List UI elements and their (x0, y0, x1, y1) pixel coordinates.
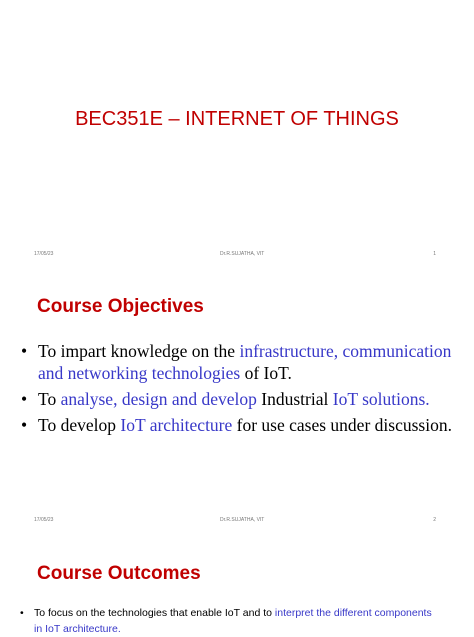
course-outcomes-heading: Course Outcomes (37, 563, 201, 584)
footer-page-number: 2 (433, 517, 436, 523)
list-item: • To develop IoT architecture for use cases under discussion. (21, 415, 452, 435)
list-item: • To impart knowledge on the infrastructure, communication and networking technologies of IoT. (21, 341, 452, 383)
highlight-text: IoT solutions. (332, 389, 430, 409)
highlight-text: analyse, design and develop (60, 389, 257, 409)
slide-1 (0, 0, 474, 265)
objectives-list (18, 340, 458, 440)
footer-author: Dr.R.SUJATHA, VIT (220, 517, 265, 523)
footer-page-number: 1 (433, 251, 436, 257)
footer-date: 17/05/23 (34, 517, 54, 523)
list-item: • To focus on the technologies that enable IoT and to interpret the different components in IoT architecture. (20, 607, 432, 635)
bullet-icon: • (21, 415, 28, 435)
footer-author: Dr.R.SUJATHA, VIT (220, 251, 265, 257)
course-objectives-heading: Course Objectives (37, 296, 204, 317)
bullet-icon: • (20, 607, 24, 619)
footer-date: 17/05/23 (34, 251, 54, 257)
highlight-text: interpret the different components in IoT architecture. (34, 607, 432, 635)
outcomes-list (20, 605, 440, 637)
slide-2-footer (0, 517, 474, 527)
highlight-text: IoT architecture (120, 415, 233, 435)
slide-title: BEC351E – INTERNET OF THINGS (75, 108, 399, 130)
highlight-text: infrastructure, communication and networking technologies (38, 341, 452, 383)
bullet-icon: • (21, 341, 28, 361)
list-item: • To analyse, design and develop Industrial IoT solutions. (21, 389, 430, 409)
bullet-icon: • (21, 389, 28, 409)
slide-1-footer (0, 251, 474, 261)
